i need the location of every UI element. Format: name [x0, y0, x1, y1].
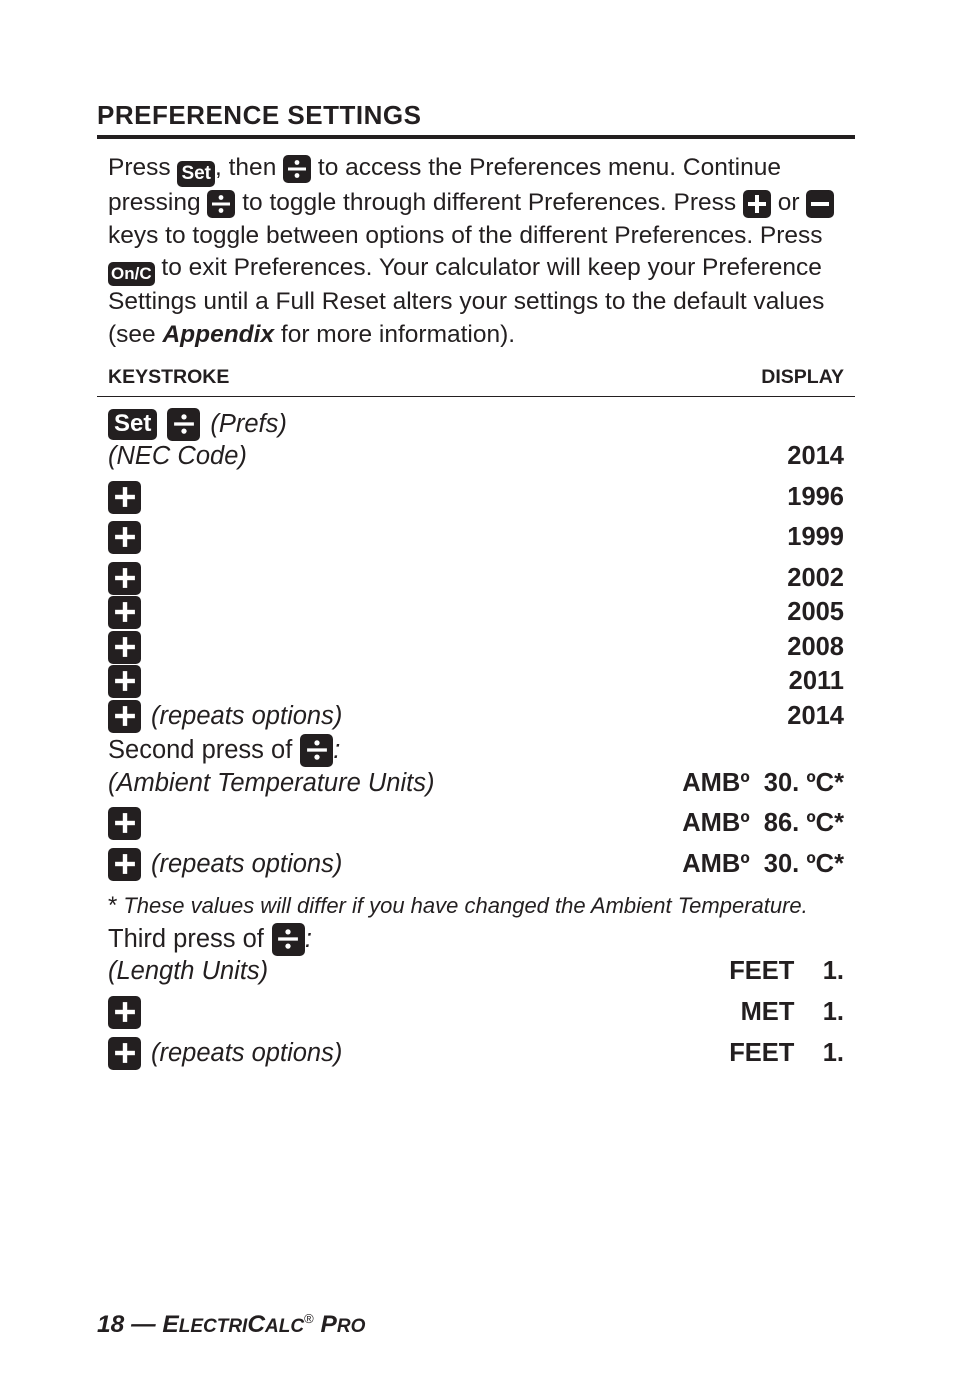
keystroke-note: (NEC Code)	[108, 441, 247, 470]
display-value: FEET 1.	[729, 1038, 844, 1067]
display-value: 2008	[787, 632, 844, 661]
keystroke-note: (Length Units)	[108, 956, 269, 985]
intro-text: to exit Preferences. Your calculator will keep your Preference Settings until a Full Reset alters your settings to the default values (see	[108, 254, 825, 348]
plus-key-icon	[108, 996, 141, 1029]
table-row	[108, 805, 844, 841]
footnote-star: *	[108, 892, 118, 919]
table-row	[108, 406, 844, 442]
keystroke-cell	[108, 700, 342, 733]
plus-key-icon	[108, 521, 141, 554]
keystroke-cell	[108, 631, 141, 664]
table-row	[108, 560, 844, 596]
brand-smallcaps: LECTRI	[178, 1316, 248, 1338]
page-number: 18	[97, 1311, 125, 1339]
display-value: AMBº 30. ºC*	[682, 849, 844, 878]
display-column-header: DISPLAY	[761, 366, 844, 388]
footer-dash: —	[124, 1311, 163, 1339]
table-row	[108, 953, 844, 989]
display-value: 2005	[787, 597, 844, 626]
display-value: 1996	[787, 482, 844, 511]
plus-key-icon	[108, 665, 141, 698]
table-row	[108, 629, 844, 665]
keystroke-cell	[108, 734, 340, 767]
table-row	[108, 519, 844, 555]
appendix-reference: Appendix	[162, 320, 275, 348]
intro-text: keys to toggle between options of the different Preferences. Press	[108, 221, 823, 249]
table-row	[108, 765, 844, 801]
table-row	[108, 438, 844, 474]
brand-smallcaps: ALC	[265, 1316, 305, 1338]
intro-text: or	[770, 189, 807, 217]
table-row	[108, 663, 844, 699]
plus-key-icon	[108, 596, 141, 629]
keystroke-cell	[108, 596, 141, 629]
display-value: AMBº 30. ºC*	[682, 768, 844, 797]
set-key-icon: Set	[108, 409, 157, 440]
keystroke-cell	[108, 923, 312, 956]
keystroke-lead-text: Third press of	[108, 924, 264, 953]
table-row	[108, 994, 844, 1030]
keystroke-note: (repeats options)	[151, 1038, 343, 1067]
display-value: 2014	[787, 701, 844, 730]
keystroke-note: (Prefs)	[210, 409, 287, 438]
on-c-key-icon: On/C	[108, 262, 155, 286]
keystroke-note: (repeats options)	[151, 701, 343, 730]
registered-mark: ®	[304, 1311, 314, 1326]
brand-smallcaps: RO	[336, 1316, 366, 1338]
plus-key-icon	[108, 700, 141, 733]
intro-paragraph	[108, 152, 848, 351]
keystroke-cell	[108, 957, 268, 986]
plus-key-icon	[108, 1037, 141, 1070]
footnote	[108, 892, 848, 920]
page-footer	[97, 1311, 365, 1339]
keystroke-cell	[108, 521, 141, 554]
keystroke-column-header: KEYSTROKE	[108, 366, 230, 388]
plus-key-icon	[108, 562, 141, 595]
table-row	[108, 1035, 844, 1071]
keystroke-cell	[108, 769, 434, 798]
brand-letter: P	[313, 1311, 337, 1339]
keystroke-note: (repeats options)	[151, 849, 343, 878]
plus-key-icon	[108, 848, 141, 881]
intro-text: to toggle through different Preferences. Press	[235, 189, 743, 217]
table-row	[108, 846, 844, 882]
plus-key-icon	[108, 807, 141, 840]
plus-key-icon	[108, 631, 141, 664]
keystroke-cell	[108, 408, 287, 441]
display-value: MET 1.	[740, 997, 844, 1026]
display-value: FEET 1.	[729, 956, 844, 985]
header-rule	[97, 396, 855, 397]
keystroke-note: (Ambient Temperature Units)	[108, 768, 435, 797]
keystroke-colon: :	[333, 735, 341, 764]
footnote-text: These values will differ if you have changed the Ambient Temperature.	[123, 893, 808, 918]
brand-letter: C	[247, 1311, 266, 1339]
brand-letter: E	[162, 1311, 179, 1339]
section-title: PREFERENCE SETTINGS	[97, 100, 422, 130]
keystroke-cell	[108, 562, 141, 595]
display-value: 2014	[787, 441, 844, 470]
title-rule	[97, 135, 855, 139]
keystroke-cell	[108, 481, 141, 514]
table-row	[108, 732, 844, 768]
intro-text: Press	[108, 154, 178, 181]
plus-key-icon	[108, 481, 141, 514]
display-value: 2002	[787, 563, 844, 592]
table-row	[108, 479, 844, 515]
divide-key-icon	[300, 734, 333, 767]
intro-text: , then	[215, 154, 284, 181]
display-value: AMBº 86. ºC*	[682, 808, 844, 837]
keystroke-cell	[108, 996, 141, 1029]
keystroke-cell	[108, 807, 141, 840]
display-value: 2011	[788, 666, 844, 695]
table-row	[108, 921, 844, 957]
divide-key-icon	[167, 408, 200, 441]
keystroke-cell	[108, 1037, 342, 1070]
divide-key-icon	[207, 190, 235, 218]
minus-key-icon	[806, 190, 834, 218]
keystroke-lead-text: Second press of	[108, 735, 293, 764]
divide-key-icon	[283, 155, 311, 183]
intro-text: to access the Preferences menu. Continue pressing	[108, 154, 781, 217]
keystroke-cell	[108, 442, 247, 471]
plus-key-icon	[743, 190, 771, 218]
table-row	[108, 698, 844, 734]
table-row	[108, 594, 844, 630]
divide-key-icon	[272, 923, 305, 956]
display-value: 1999	[787, 522, 844, 551]
keystroke-colon: :	[304, 924, 312, 953]
intro-text: for more information).	[274, 320, 516, 348]
keystroke-cell	[108, 848, 342, 881]
keystroke-cell	[108, 665, 141, 698]
set-key-icon: Set	[177, 161, 215, 187]
